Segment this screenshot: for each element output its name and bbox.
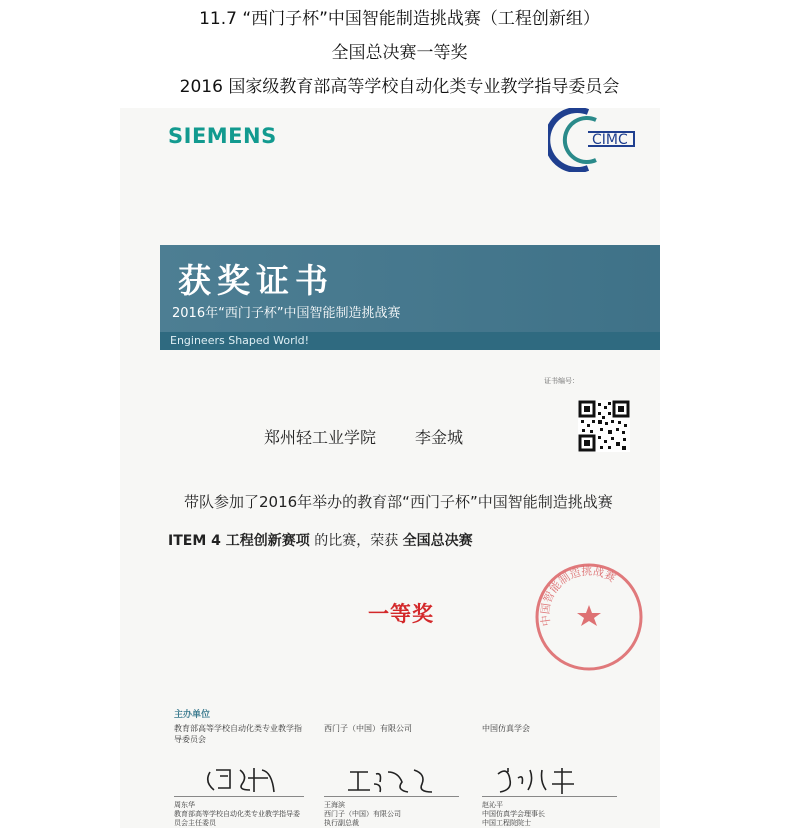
svg-text:中国智能制造挑战赛: [538, 564, 619, 628]
certificate-subtitle: 2016年“西门子杯”中国智能制造挑战赛: [172, 306, 401, 321]
signature-line-1: [174, 796, 304, 797]
certificate-image: [120, 108, 660, 828]
signer-2-title-2: 执行副总裁: [324, 819, 359, 827]
recipient-name: 李金城: [415, 428, 464, 447]
siemens-logo: SIEMENS: [168, 124, 277, 148]
caption-title: 11.7 “西门子杯”中国智能制造挑战赛（工程创新组）: [199, 9, 600, 29]
signer-2: [324, 801, 401, 828]
qr-code-icon: [578, 400, 630, 452]
certificate-banner: [160, 245, 660, 332]
organizers-heading: 主办单位: [174, 710, 211, 720]
seal-stamp-icon: [532, 560, 646, 674]
cimc-logo-text: CIMC: [592, 132, 628, 148]
certificate-body-line1: 带队参加了2016年举办的教育部“西门子杯”中国智能制造挑战赛: [184, 493, 613, 511]
signer-3-title-1: 中国仿真学会理事长: [482, 810, 545, 818]
tagline: Engineers Shaped World!: [160, 332, 660, 350]
signature-1-icon: [180, 758, 300, 798]
award-scope: 全国总决赛: [402, 533, 473, 549]
certificate-title: 获奖证书: [178, 261, 334, 300]
body-line2-connector: 的比赛，荣获: [309, 533, 403, 549]
cimc-logo-icon: [548, 108, 644, 172]
signer-3-name: 赵沁平: [482, 801, 503, 809]
signer-3-title-2: 中国工程院院士: [482, 819, 531, 827]
organizer-2: 西门子（中国）有限公司: [324, 724, 412, 733]
organizer-1: 教育部高等学校自动化类专业教学指导委员会: [174, 724, 302, 744]
award-level: 一等奖: [368, 601, 434, 626]
signer-1: [174, 801, 304, 828]
certificate-body-line2: [168, 530, 473, 550]
signature-2-icon: [326, 758, 456, 798]
recipient-school: 郑州轻工业学院: [264, 428, 377, 447]
signer-2-name: 王海滨: [324, 801, 345, 809]
signer-3: [482, 801, 545, 828]
seal-text: 中国智能制造挑战赛: [538, 564, 618, 628]
signer-1-title: 教育部高等学校自动化类专业教学指导委员会主任委员: [174, 810, 300, 827]
competition-item: ITEM 4 工程创新赛项: [168, 533, 310, 549]
caption-issuer: 2016 国家级教育部高等学校自动化类专业教学指导委员会: [179, 77, 620, 97]
signer-2-title-1: 西门子（中国）有限公司: [324, 810, 401, 818]
caption-award: 全国总决赛一等奖: [331, 43, 468, 63]
signer-1-name: 周东华: [174, 801, 195, 809]
signature-line-3: [482, 796, 617, 797]
certificate-number-label: 证书编号：: [544, 377, 579, 385]
signature-3-icon: [482, 758, 602, 798]
signature-line-2: [324, 796, 459, 797]
organizer-3: 中国仿真学会: [482, 724, 530, 733]
